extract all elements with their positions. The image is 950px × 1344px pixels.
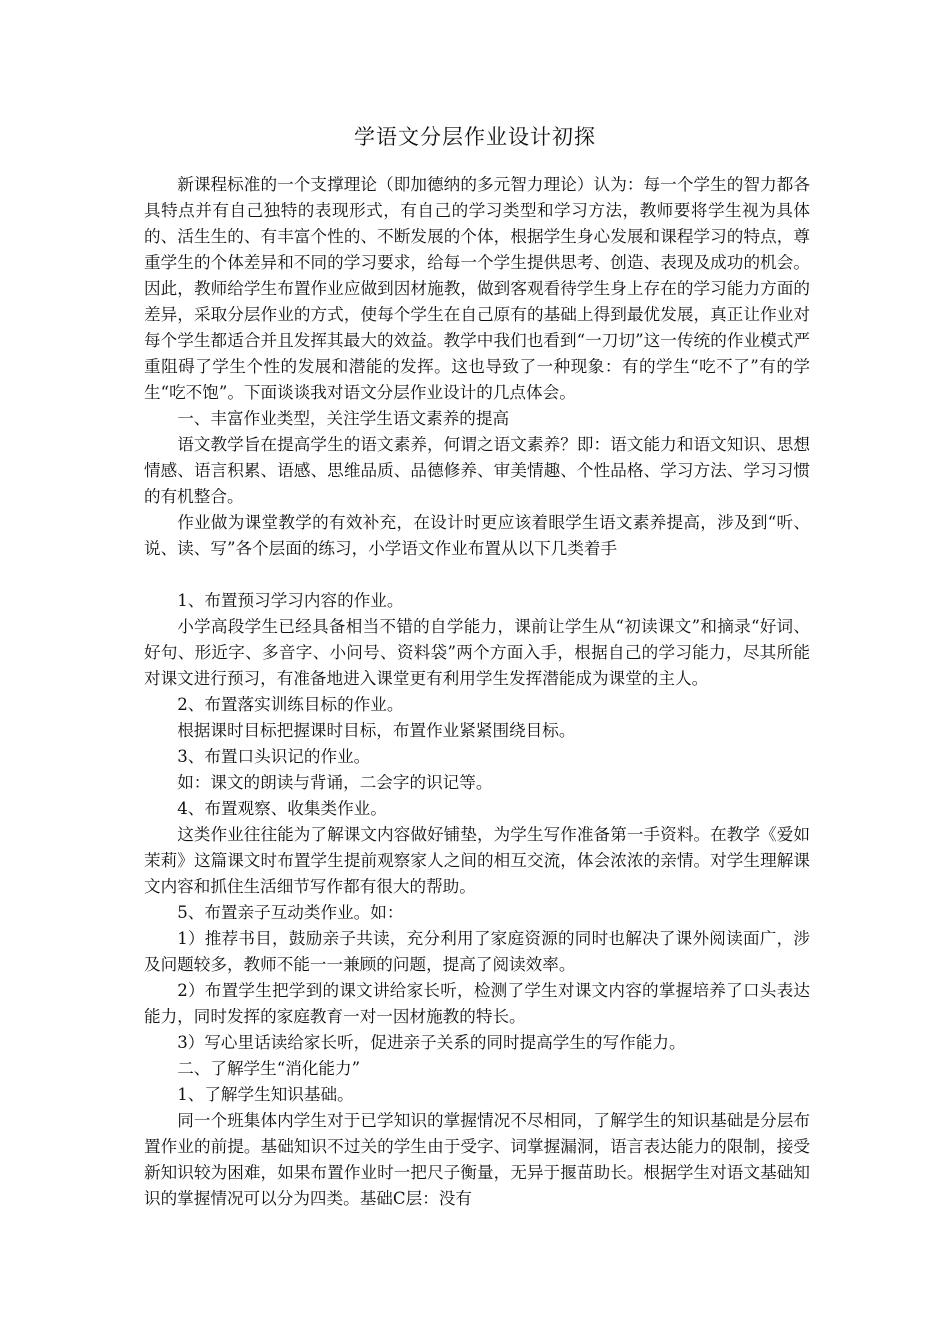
list-item-heading: 5、布置亲子互动类作业。如： <box>177 903 404 922</box>
paragraph: 小学高段学生已经具备相当不错的自学能力，课前让学生从“初读课文”和摘录“好词、好句、形近字、多音字、小问号、资料袋”两个方面入手，根据自己的学习能力，尽其所能对课文进行预习，有准备地进入课堂更有利用学生发挥潜能成为课堂的主人。 <box>144 617 810 688</box>
document-title: 学语文分层作业设计初探 <box>354 125 596 149</box>
paragraph: 3）写心里话读给家长听，促进亲子关系的同时提高学生的写作能力。 <box>177 1033 686 1052</box>
list-item-heading: 1、布置预习学习内容的作业。 <box>177 591 404 610</box>
paragraph: 1）推荐书目，鼓励亲子共读，充分利用了家庭资源的同时也解决了课外阅读面广，涉及问题较多，教师不能一一兼顾的问题，提高了阅读效率。 <box>144 929 810 974</box>
section-heading-1: 一、丰富作业类型，关注学生语文素养的提高 <box>177 409 510 428</box>
paragraph-intro: 新课程标准的一个支撑理论（即加德纳的多元智力理论）认为：每一个学生的智力都各具特点并有自己独特的表现形式，有自己的学习类型和学习方法，教师要将学生视为具体的、活生生的、有丰富个性的、不断发展的个体，根据学生身心发展和课程学习的特点，尊重学生的个体差异和不同的学习要求，给每一个学生提供思考、创造、表现及成功的机会。因此，教师给学生布置作业应做到因材施教，做到客观看待学生身上存在的学习能力方面的差异，采取分层作业的方式，使每个学生在自己原有的基础上得到最优发展，真正让作业对每个学生都适合并且发挥其最大的效益。教学中我们也看到“一刀切”这一传统的作业模式严重阻碍了学生个性的发展和潜能的发挥。这也导致了一种现象：有的学生“吃不了”有的学生“吃不饱”。下面谈谈我对语文分层作业设计的几点体会。 <box>144 175 810 402</box>
paragraph: 2）布置学生把学到的课文讲给家长听，检测了学生对课文内容的掌握培养了口头表达能力，同时发挥的家庭教育一对一因材施教的特长。 <box>144 981 810 1026</box>
list-item-heading: 3、布置口头识记的作业。 <box>177 747 371 766</box>
paragraph: 语文教学旨在提高学生的语文素养，何谓之语文素养？即：语文能力和语文知识、思想情感、语言积累、语感、思维品质、品德修养、审美情趣、个性品格、学习方法、学习习惯的有机整合。 <box>144 435 810 506</box>
list-item-heading: 1、了解学生知识基础。 <box>177 1085 354 1104</box>
list-item-heading: 2、布置落实训练目标的作业。 <box>177 695 404 714</box>
paragraph: 同一个班集体内学生对于已学知识的掌握情况不尽相同，了解学生的知识基础是分层布置作业的前提。基础知识不过关的学生由于受字、词掌握漏洞，语言表达能力的限制，接受新知识较为困难，如果布置作业时一把尺子衡量，无异于揠苗助长。根据学生对语文基础知识的掌握情况可以分为四类。基础C层：没有 <box>144 1111 810 1208</box>
document-body <box>144 172 810 1212</box>
list-item-heading: 4、布置观察、收集类作业。 <box>177 799 387 818</box>
paragraph: 作业做为课堂教学的有效补充，在设计时更应该着眼学生语文素养提高，涉及到“听、说、读、写”各个层面的练习，小学语文作业布置从以下几类着手 <box>144 513 810 558</box>
paragraph: 这类作业往往能为了解课文内容做好铺垫，为学生写作准备第一手资料。在教学《爱如茉莉》这篇课文时布置学生提前观察家人之间的相互交流，体会浓浓的亲情。对学生理解课文内容和抓住生活细节写作都有很大的帮助。 <box>144 825 810 896</box>
paragraph: 如：课文的朗读与背诵，二会字的识记等。 <box>177 773 493 792</box>
paragraph: 根据课时目标把握课时目标，布置作业紧紧围绕目标。 <box>177 721 576 740</box>
section-heading-2: 二、了解学生“消化能力” <box>177 1059 361 1078</box>
